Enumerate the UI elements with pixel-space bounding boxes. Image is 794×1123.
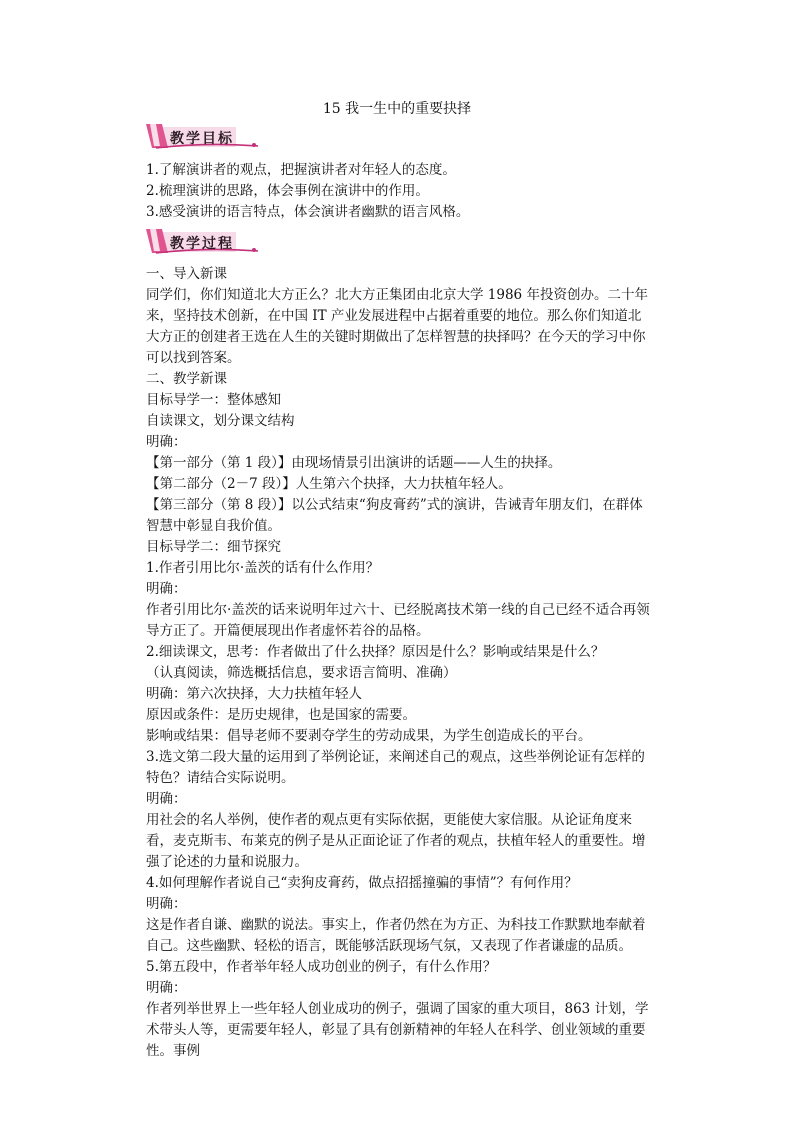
body-paragraph: 【第二部分（2－7 段）】人生第六个抉择，大力扶植年轻人。 <box>146 476 512 492</box>
body-paragraph: 1.作者引用比尔·盖茨的话有什么作用？ <box>146 560 380 576</box>
objectives-list <box>146 160 666 223</box>
body-paragraph: 自读课文，划分课文结构 <box>146 413 295 429</box>
badge-label: 教学目标 <box>170 131 234 147</box>
page-title: 15 我一生中的重要抉择 <box>322 101 472 117</box>
body-paragraph: 原因或条件：是历史规律，也是国家的需要。 <box>146 707 416 723</box>
body-paragraph: （认真阅读，筛选概括信息，要求语言简明、准确） <box>146 665 457 681</box>
objective-item: 3.感受演讲的语言特点，体会演讲者幽默的语言风格。 <box>146 204 470 220</box>
body-paragraph: 二、教学新课 <box>146 371 227 387</box>
body-paragraph: 5.第五段中，作者举年轻人成功创业的例子，有什么作用？ <box>146 959 497 975</box>
objective-item: 1.了解演讲者的观点，把握演讲者对年轻人的态度。 <box>146 162 456 178</box>
objective-item: 2.梳理演讲的思路，体会事例在演讲中的作用。 <box>146 183 429 199</box>
body-paragraph: 明确： <box>146 896 187 912</box>
lesson-body <box>146 264 651 1062</box>
body-paragraph: 一、导入新课 <box>146 266 227 282</box>
body-paragraph: 同学们，你们知道北大方正么？北大方正集团由北京大学 1986 年投资创办。二十年来，坚持技术创新，在中国 IT 产业发展进程中占据着重要的地位。那么你们知道北大方正的创建者王选在人生的关键时期做出了怎样智慧的抉择吗？在今天的学习中你可以找到答案。 <box>146 287 648 366</box>
body-paragraph: 明确： <box>146 434 187 450</box>
body-paragraph: 作者列举世界上一些年轻人创业成功的例子，强调了国家的重大项目，863 计划，学术带头人等，更需要年轻人，彰显了具有创新精神的年轻人在科学、创业领域的重要性。事例 <box>146 1001 649 1059</box>
body-paragraph: 【第一部分（第 1 段）】由现场情景引出演讲的话题——人生的抉择。 <box>146 455 562 471</box>
body-paragraph: 【第三部分（第 8 段）】以公式结束“狗皮膏药”式的演讲，告诫青年朋友们，在群体智慧中彰显自我价值。 <box>146 497 643 534</box>
body-paragraph: 用社会的名人举例，使作者的观点更有实际依据，更能使大家信服。从论证角度来看，麦克斯韦、布莱克的例子是从正面论证了作者的观点，扶植年轻人的重要性。增强了论述的力量和说服力。 <box>146 812 646 870</box>
section-badge-objectives <box>146 124 260 152</box>
section-badge-process <box>146 229 260 257</box>
body-paragraph: 4.如何理解作者说自己“卖狗皮膏药，做点招摇撞骗的事情”？有何作用？ <box>146 875 578 891</box>
body-paragraph: 目标导学二：细节探究 <box>146 539 281 555</box>
body-paragraph: 作者引用比尔·盖茨的话来说明年过六十、已经脱离技术第一线的自己已经不适合再领导方正了。开篇便展现出作者虚怀若谷的品格。 <box>146 602 650 639</box>
body-paragraph: 明确： <box>146 791 187 807</box>
body-paragraph: 2.细读课文，思考：作者做出了什么抉择？原因是什么？影响或结果是什么？ <box>146 644 605 660</box>
body-paragraph: 明确： <box>146 980 187 996</box>
badge-label: 教学过程 <box>170 236 234 252</box>
body-paragraph: 这是作者自谦、幽默的说法。事实上，作者仍然在为方正、为科技工作默默地奉献着自己。这些幽默、轻松的语言，既能够活跃现场气氛，又表现了作者谦虚的品质。 <box>146 917 646 954</box>
body-paragraph: 目标导学一：整体感知 <box>146 392 281 408</box>
body-paragraph: 明确：第六次抉择，大力扶植年轻人 <box>146 686 362 702</box>
body-paragraph: 3.选文第二段大量的运用到了举例论证，来阐述自己的观点，这些举例论证有怎样的特色？请结合实际说明。 <box>146 749 645 786</box>
body-paragraph: 影响或结果：倡导老师不要剥夺学生的劳动成果，为学生创造成长的平台。 <box>146 728 592 744</box>
body-paragraph: 明确： <box>146 581 187 597</box>
